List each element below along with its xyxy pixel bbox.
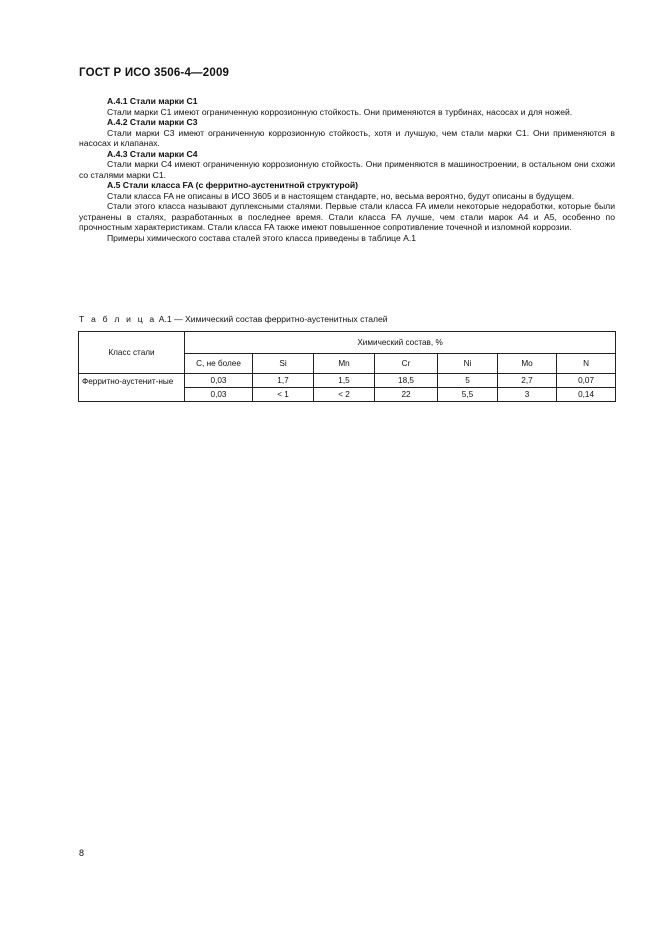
- table-cell: 0,03: [185, 388, 253, 402]
- section-text-a42: Стали марки С3 имеют ограниченную коррозионную стойкость, хотя и лучшую, чем стали марки С1. Они применяются в насосах и клапанах.: [79, 127, 615, 148]
- column-header-si: Si: [253, 354, 314, 374]
- section-heading-a5: А.5 Стали класса FA (с ферритно-аустенитной структурой): [107, 180, 358, 190]
- document-body: [79, 96, 615, 243]
- column-header-c: С, не более: [185, 354, 253, 374]
- column-header-mo: Mo: [498, 354, 557, 374]
- table-caption-title: А.1 — Химический состав ферритно-аустенитных сталей: [156, 314, 388, 324]
- section-heading-a42: А.4.2 Стали марки С3: [107, 117, 198, 127]
- column-group-header: Химический состав, %: [185, 332, 616, 354]
- chemical-composition-table: [78, 331, 616, 402]
- table-cell: 1,7: [253, 374, 314, 388]
- column-header-mn: Mn: [314, 354, 375, 374]
- section-paragraph-a5-1: Стали класса FA не описаны в ИСО 3605 и в настоящем стандарте, но, весьма вероятно, будут описаны в будущем.: [107, 190, 574, 201]
- column-header-class: Класс стали: [79, 332, 185, 374]
- table-cell: < 1: [253, 388, 314, 402]
- table-caption: [79, 314, 388, 324]
- section-paragraph-a5-3: Примеры химического состава сталей этого класса приведены в таблице А.1: [107, 232, 417, 243]
- table-cell: 0,14: [557, 388, 616, 402]
- table-cell: 3: [498, 388, 557, 402]
- section-text-a43: Стали марки С4 имеют ограниченную коррозионную стойкость. Они применяются в машиностроении, в остальном они схожи со сталями марки С1.: [79, 159, 615, 180]
- table-cell: 1,5: [314, 374, 375, 388]
- table-cell: 0,03: [185, 374, 253, 388]
- table-cell: 0,07: [557, 374, 616, 388]
- section-heading-a41: А.4.1 Стали марки C1: [107, 96, 198, 106]
- document-header: ГОСТ Р ИСО 3506-4—2009: [79, 67, 230, 79]
- section-text-a41: Стали марки C1 имеют ограниченную коррозионную стойкость. Они применяются в турбинах, насосах и для ножей.: [107, 106, 573, 117]
- table-cell: 22: [375, 388, 438, 402]
- column-header-n: N: [557, 354, 616, 374]
- column-header-cr: Cr: [375, 354, 438, 374]
- column-header-ni: Ni: [438, 354, 498, 374]
- table-cell: 5,5: [438, 388, 498, 402]
- table-cell: < 2: [314, 388, 375, 402]
- section-paragraph-a5-2: Стали этого класса называют дуплексными сталями. Первые стали класса FA имели некоторые недоработки, которые были устранены в сталях, разработанных в последнее время. Стали класса FA лучше, чем стали марок A4 и A5, особенно по прочностным характеристикам. Стали класса FA также имеют повышенное сопротивление точечной и изломной коррозии.: [79, 201, 615, 232]
- section-heading-a43: А.4.3 Стали марки С4: [107, 148, 198, 159]
- page-number: 8: [79, 848, 85, 858]
- table-cell: 18,5: [375, 374, 438, 388]
- steel-class-cell: Ферритно-аустенит-ные: [79, 374, 185, 402]
- table-cell: 5: [438, 374, 498, 388]
- table-row: [79, 374, 616, 388]
- table-cell: 2,7: [498, 374, 557, 388]
- table-caption-prefix: Т а б л и ц а: [79, 314, 157, 324]
